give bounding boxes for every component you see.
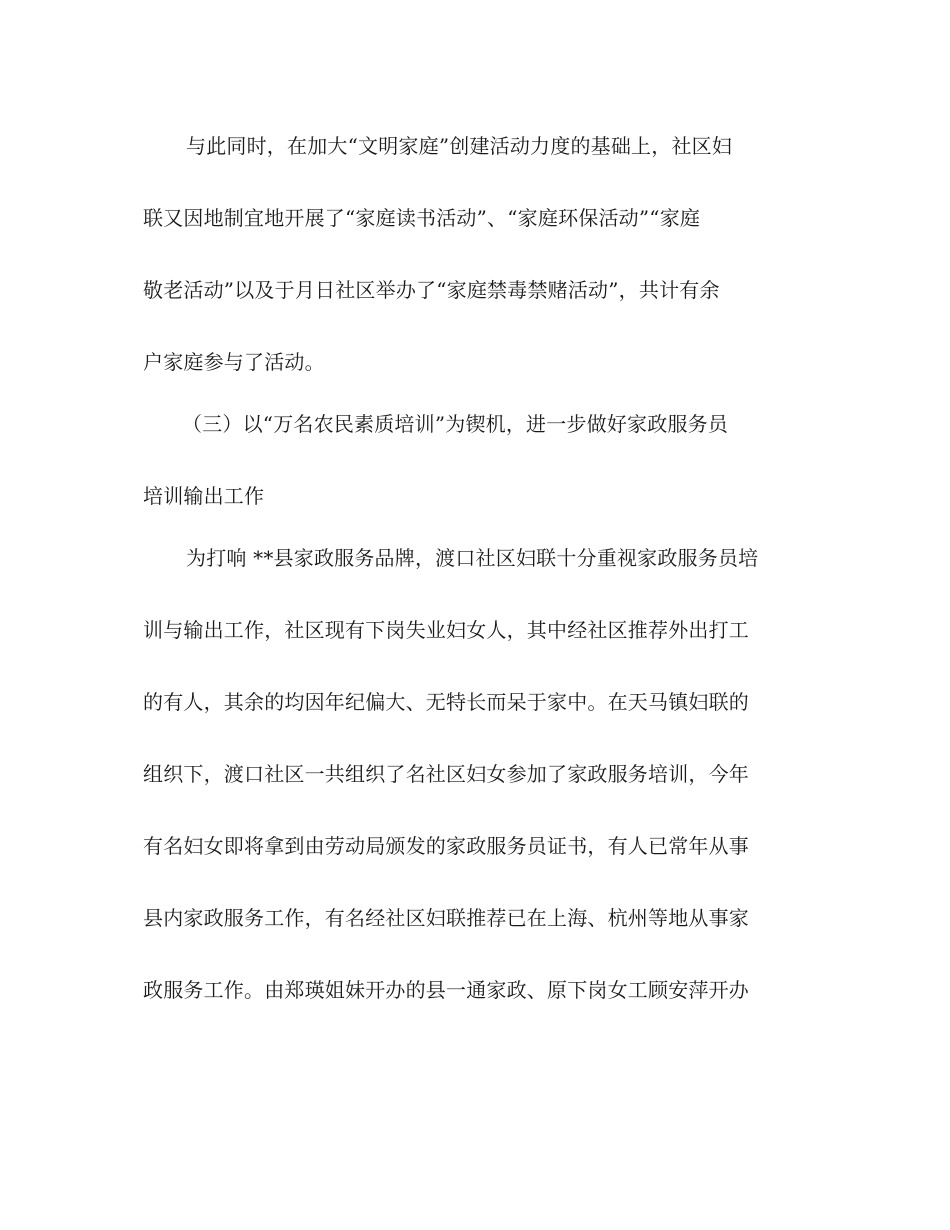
paragraph-line-3: 敬老活动”以及于月日社区举办了“家庭禁毒禁赌活动”，共计有余	[143, 278, 720, 302]
paragraph-line-2: 联又因地制宜地开展了“家庭读书活动”、“家庭环保活动”“家庭	[143, 206, 701, 230]
paragraph-line-10: 县内家政服务工作，有名经社区妇联推荐已在上海、杭州等地从事家	[143, 906, 749, 930]
paragraph-line-5: 为打响 **县家政服务品牌，渡口社区妇联十分重视家政服务员培	[186, 546, 759, 570]
paragraph-line-8: 组织下，渡口社区一共组织了名社区妇女参加了家政服务培训，今年	[143, 762, 749, 786]
paragraph-line-4: 户家庭参与了活动。	[143, 350, 325, 374]
section-heading-line-2: 培训输出工作	[143, 484, 265, 508]
paragraph-line-7: 的有人，其余的均因年纪偏大、无特长而呆于家中。在天马镇妇联的	[143, 690, 749, 714]
paragraph-line-6: 训与输出工作，社区现有下岗失业妇女人，其中经社区推荐外出打工	[143, 618, 749, 642]
section-heading-line-1: （三）以“万名农民素质培训”为锲机，进一步做好家政服务员	[182, 412, 729, 436]
paragraph-line-11: 政服务工作。由郑瑛姐妹开办的县一通家政、原下岗女工顾安萍开办	[143, 978, 749, 1002]
paragraph-line-1: 与此同时，在加大“文明家庭”创建活动力度的基础上，社区妇	[186, 134, 733, 158]
paragraph-line-9: 有名妇女即将拿到由劳动局颁发的家政服务员证书，有人已常年从事	[143, 834, 749, 858]
